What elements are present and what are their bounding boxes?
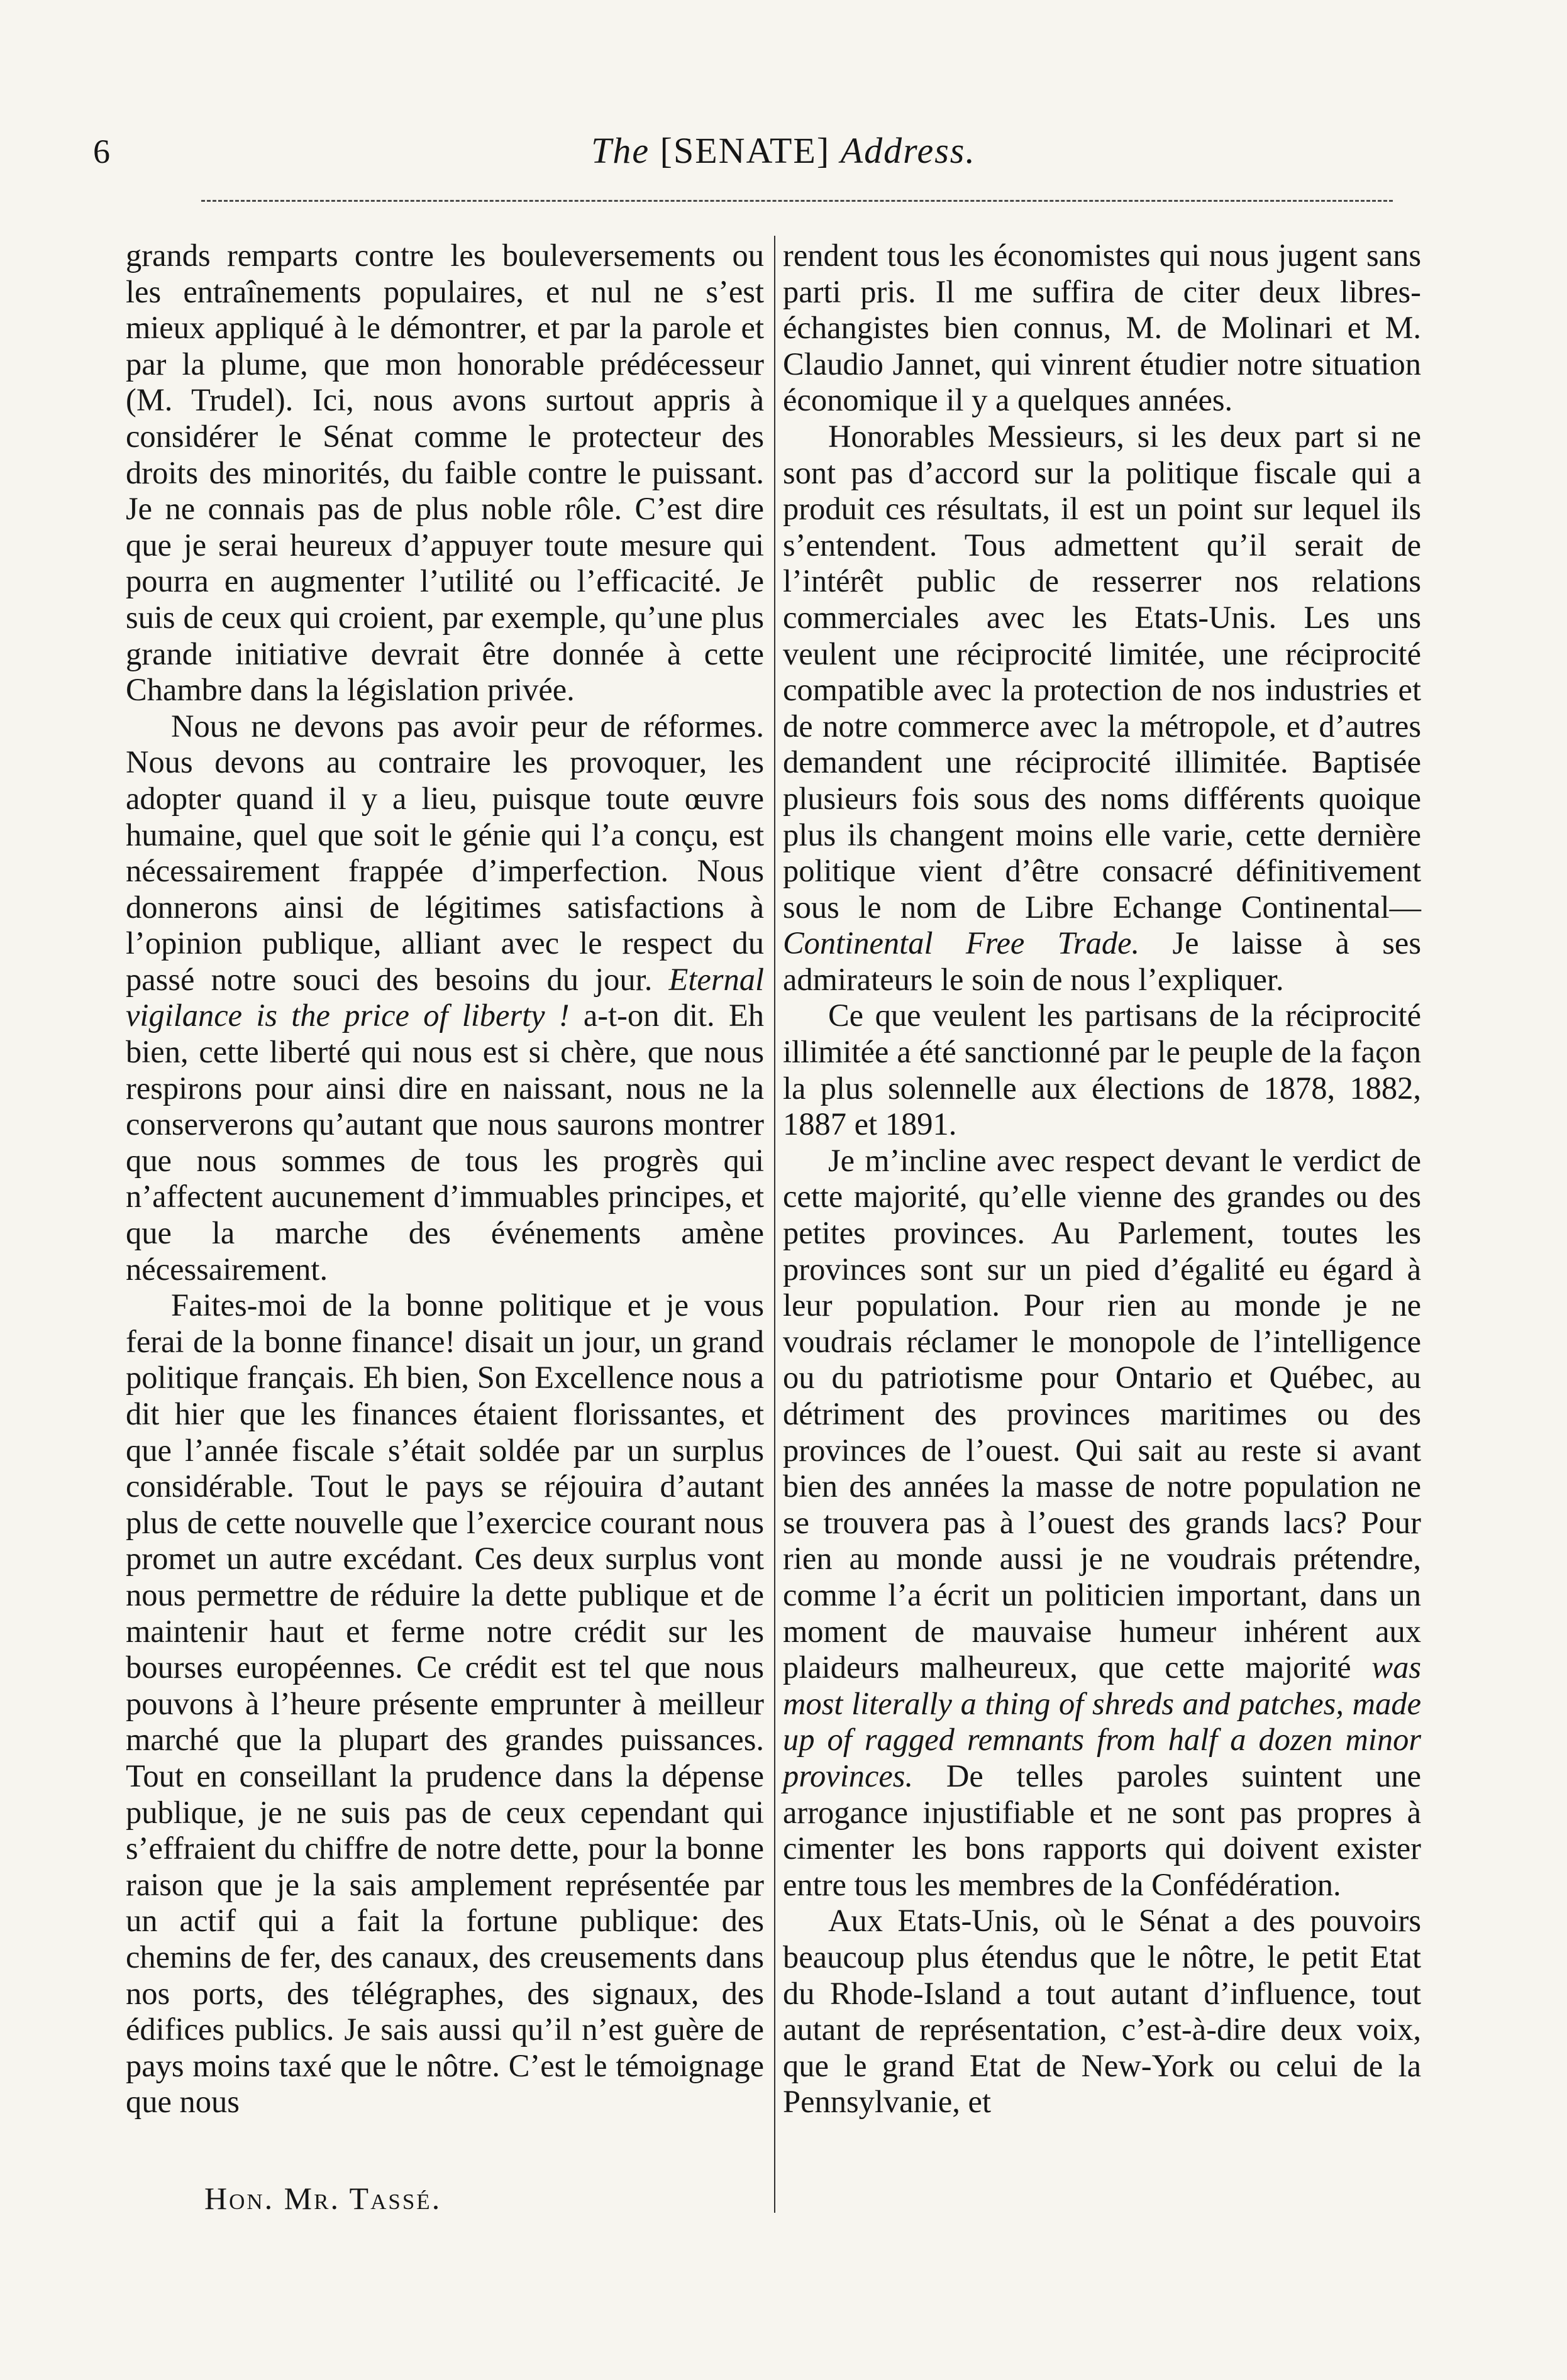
quote-english: Continental Free Trade. [783, 925, 1140, 961]
quote-english: was most literally a thing of shreds and patches, made up of ragged remnants from half a dozen minor provinces. [783, 1650, 1421, 1793]
paragraph: rendent tous les économistes qui nous jugent sans parti pris. Il me suffira de citer deux libres-échangistes bien connus, M. de Molinari et M. Claudio Jannet, qui vinrent étudier notre situation économique il y a quelques années. [783, 238, 1421, 418]
running-head-suffix: Address. [840, 130, 976, 171]
page-number: 6 [93, 133, 110, 170]
paragraph: grands remparts contre les bouleversements ou les entraînements populaires, et nul ne s’est mieux appliqué à le démontrer, et par la parole et par la plume, que mon honorable prédécesseur (M. Trudel). Ici, nous avons surtout appris à considérer le Sénat comme le protecteur des droits des minorités, du faible contre le puissant. Je ne connais pas de plus noble rôle. C’est dire que je serai heureux d’appuyer toute mesure qui pourra en augmenter l’utilité ou l’efficacité. Je suis de ceux qui croient, par exemple, qu’une plus grande initiative devrait être donnée à cette Chambre dans la législation privée. [126, 238, 764, 708]
paragraph-text: a-t-on dit. Eh bien, cette liberté qui nous est si chère, que nous respirons pour ainsi dire en naissant, nous ne la conserverons qu’autant que nous saurons montrer que nous sommes de tous les progrès qui n’affectent aucunement d’immuables principes, et que la marche des événements amène nécessairement. [126, 998, 764, 1287]
paragraph: Faites-moi de la bonne politique et je vous ferai de la bonne finance! disait un jour, un grand politique français. Eh bien, Son Excellence nous a dit hier que les finances étaient florissantes, et que l’année fiscale s’était soldée par un surplus considérable. Tout le pays se réjouira d’autant plus de cette nouvelle que l’exercice courant nous promet un autre excédant. Ces deux surplus vont nous permettre de réduire la dette publique et de maintenir haut et ferme notre crédit sur les bourses européennes. Ce crédit est tel que nous pouvons à l’heure présente emprunter à meilleur marché que la plupart des grandes puissances. Tout en conseillant la prudence dans la dépense publique, je ne suis pas de ceux cependant qui s’effraient du chiffre de notre dette, pour la bonne raison que je la sais amplement représentée par un actif qui a fait la fortune publique: des chemins de fer, des canaux, des creusements dans nos ports, des télégraphes, des signaux, des édifices publics. Je sais aussi qu’il n’est guère de pays moins taxé que le nôtre. C’est le témoignage que nous [126, 1287, 764, 2120]
paragraph-text: Je laisse à ses admirateurs le soin de nous l’expliquer. [783, 925, 1421, 997]
paragraph-text: Je m’incline avec respect devant le verdict de cette majorité, qu’elle vienne des grandes ou des petites provinces. Au Parlement, toutes les provinces sont sur un pied d’égalité eu égard à leur population. Pour rien au monde je ne voudrais réclamer le monopole de l’intelligence ou du patriotisme pour Ontario et Québec, au détriment des provinces maritimes ou des provinces de l’ouest. Qui sait au reste si avant bien des années la masse de notre population ne se trouvera pas à l’ouest des grands lacs? Pour rien au monde aussi je ne voudrais prétendre, comme l’a écrit un politicien important, dans un moment de mauvaise humeur inhérent aux plaideurs malheureux, que cette majorité [783, 1142, 1421, 1685]
paragraph: Ce que veulent les partisans de la réciprocité illimitée a été sanctionné par le peuple de la façon la plus solennelle aux élections de 1878, 1882, 1887 et 1891. [783, 998, 1421, 1142]
paragraph: Aux Etats-Unis, où le Sénat a des pouvoirs beaucoup plus étendus que le nôtre, le petit Etat du Rhode-Island a tout autant d’influence, tout autant de représentation, c’est-à-dire deux voix, que le grand Etat de New-York ou celui de la Pennsylvanie, et [783, 1903, 1421, 2120]
left-column [126, 238, 764, 2120]
paragraph [783, 1143, 1421, 1903]
running-head-house: [SENATE] [660, 130, 831, 171]
quote-english: Eternal vigilance is the price of liberty ! [126, 961, 765, 1033]
paragraph [126, 708, 764, 1288]
catchword [204, 2180, 441, 2217]
paragraph-text: Honorables Messieurs, si les deux part si ne sont pas d’accord sur la politique fiscale qui a produit ces résultats, il est un point sur lequel ils s’entendent. Tous admettent qu’il serait de l’intérêt public de resserrer nos relations commerciales avec les Etats-Unis. Les uns veulent une réciprocité limitée, une réciprocité compatible avec la protection de nos industries et de notre commerce avec la métropole, et d’autres demandent une réciprocité illimitée. Baptisée plusieurs fois sous des noms différents quoique plus ils changent moins elle varie, cette dernière politique vient d’être consacré définitivement sous le nom de Libre Echange Continental— [783, 418, 1421, 925]
running-head [0, 129, 1567, 172]
header-rule [201, 200, 1393, 202]
running-head-prefix: The [591, 130, 650, 171]
paragraph [783, 419, 1421, 998]
paragraph-text: Nous ne devons pas avoir peur de réformes. Nous devons au contraire les provoquer, les adopter quand il y a lieu, puisque toute œuvre humaine, quel que soit le génie qui l’a conçu, est nécessairement frappée d’imperfection. Nous donnerons ainsi de légitimes satisfactions à l’opinion publique, alliant avec le respect du passé notre souci des besoins du jour. [126, 708, 764, 997]
catchword-text: Hon. Mr. Tassé. [204, 2181, 442, 2216]
paragraph-text: De telles paroles suintent une arrogance injustifiable et ne sont pas propres à cimenter les bons rapports qui doivent exister entre tous les membres de la Confédération. [783, 1758, 1421, 1902]
right-column [783, 238, 1421, 2120]
column-divider [774, 236, 775, 2213]
